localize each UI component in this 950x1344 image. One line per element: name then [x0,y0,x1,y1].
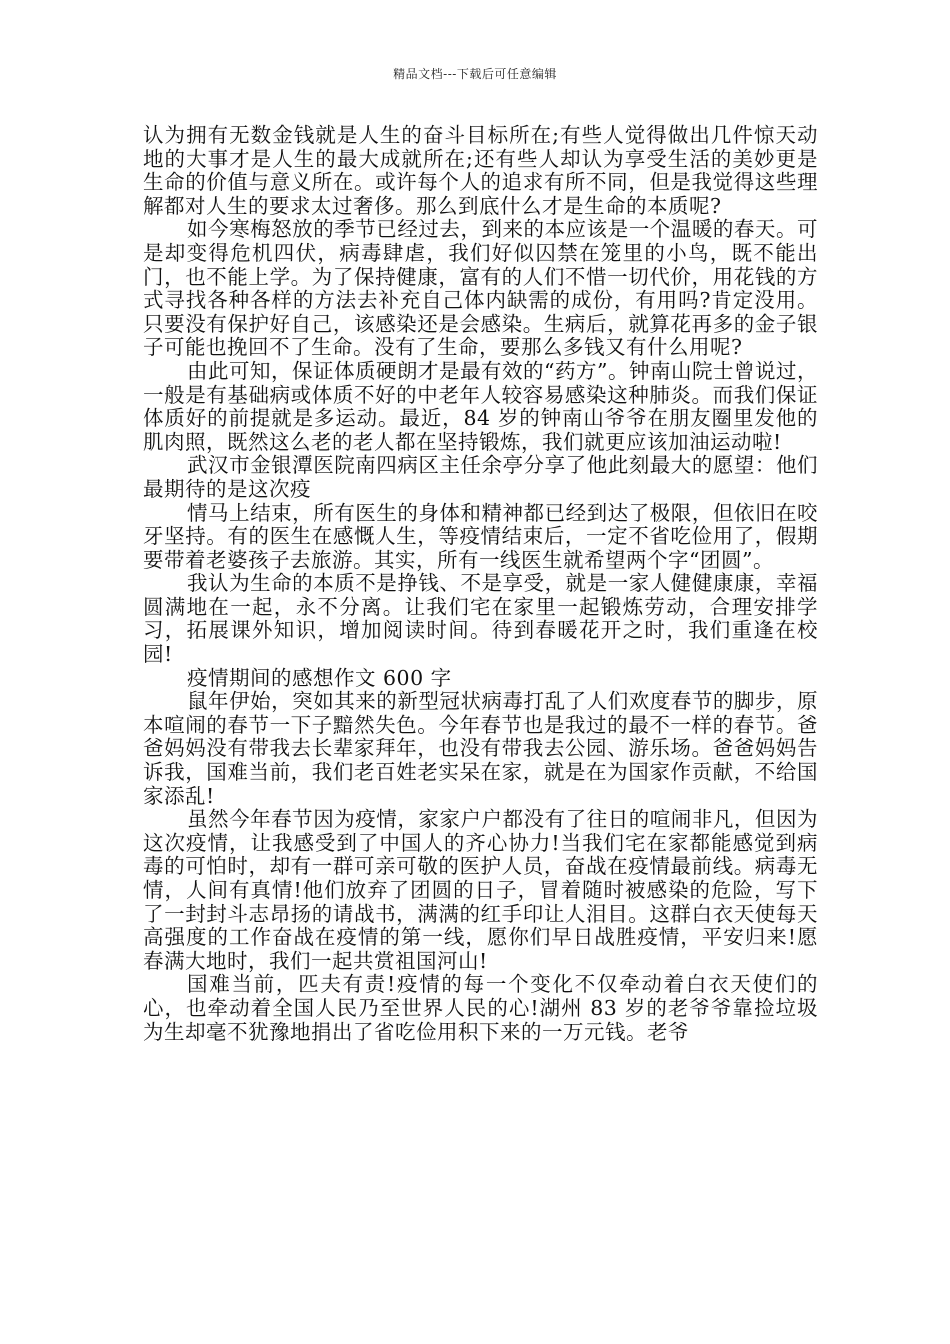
paragraph: 认为拥有无数金钱就是人生的奋斗目标所在;有些人觉得做出几件惊天动地的大事才是人生的最大成就所在;还有些人却认为享受生活的美妙更是生命的价值与意义所在。或许每个人的追求有所不同，但是我觉得这些理解都对人生的要求太过奢侈。那么到底什么才是生命的本质呢? [143,123,818,218]
page-header: 精品文档---下载后可任意编辑 [393,67,557,81]
paragraph: 如今寒梅怒放的季节已经过去，到来的本应该是一个温暖的春天。可是却变得危机四伏，病毒肆虐，我们好似囚禁在笼里的小鸟，既不能出门，也不能上学。为了保持健康，富有的人们不惜一切代价，用花钱的方式寻找各种各样的方法去补充自己体内缺需的成份，有用吗?肯定没用。只要没有保护好自己，该感染还是会感染。生病后，就算花再多的金子银子可能也挽回不了生命。没有了生命，要那么多钱又有什么用呢? [143,217,818,360]
paragraph: 虽然今年春节因为疫情，家家户户都没有了往日的喧闹非凡，但因为这次疫情，让我感受到了中国人的齐心协力!当我们宅在家都能感觉到病毒的可怕时，却有一群可亲可敬的医护人员，奋战在疫情最前线。病毒无情，人间有真情!他们放弃了团圆的日子，冒着随时被感染的危险，写下了一封封斗志昂扬的请战书，满满的红手印让人泪目。这群白衣天使每天高强度的工作奋战在疫情的第一线，愿你们早日战胜疫情，平安归来!愿春满大地时，我们一起共赏祖国河山! [143,807,818,973]
document-body [143,124,818,1044]
paragraph: 国难当前，匹夫有责!疫情的每一个变化不仅牵动着白衣天使们的心，也牵动着全国人民乃至世界人民的心!湖州 83 岁的老爷爷靠捡垃圾为生却毫不犹豫地捐出了省吃俭用积下来的一万元钱。老爷 [143,972,818,1044]
paragraph: 武汉市金银潭医院南四病区主任余亭分享了他此刻最大的愿望：他们最期待的是这次疫 [143,453,818,501]
paragraph: 情马上结束，所有医生的身体和精神都已经到达了极限，但依旧在咬牙坚持。有的医生在感慨人生，等疫情结束后，一定不省吃俭用了，假期要带着老婆孩子去旅游。其实，所有一线医生就希望两个字“团圆”。 [143,500,818,572]
paragraph: 由此可知，保证体质硬朗才是最有效的“药方”。钟南山院士曾说过，一般是有基础病或体质不好的中老年人较容易感染这种肺炎。而我们保证体质好的前提就是多运动。最近，84 岁的钟南山爷爷在朋友圈里发他的肌肉照，既然这么老的老人都在坚持锻炼，我们就更应该加油运动啦! [143,358,818,454]
section-title: 疫情期间的感想作文 600 字 [187,665,452,690]
paragraph: 鼠年伊始，突如其来的新型冠状病毒打乱了人们欢度春节的脚步，原本喧闹的春节一下子黯然失色。今年春节也是我过的最不一样的春节。爸爸妈妈没有带我去长辈家拜年，也没有带我去公园、游乐场。爸爸妈妈告诉我，国难当前，我们老百姓老实呆在家，就是在为国家作贡献，不给国家添乱! [143,689,818,808]
paragraph: 我认为生命的本质不是挣钱、不是享受，就是一家人健健康康，幸福圆满地在一起，永不分离。让我们宅在家里一起锻炼劳动，合理安排学习，拓展课外知识，增加阅读时间。待到春暖花开之时，我们重逢在校园! [143,571,818,667]
